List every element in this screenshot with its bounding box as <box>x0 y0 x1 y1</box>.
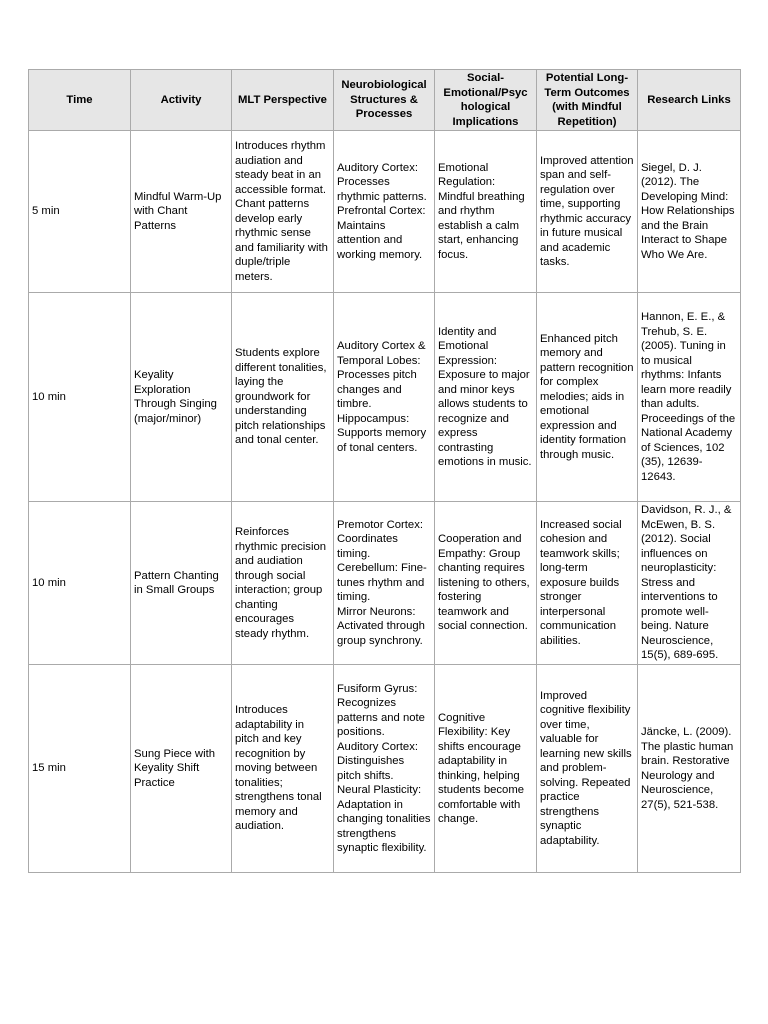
activity-cell: Keyality Exploration Through Singing (major/minor) <box>131 293 232 502</box>
outcomes-cell: Improved attention span and self-regulation over time, supporting rhythmic accuracy in future musical and academic tasks. <box>537 131 638 293</box>
header-activity: Activity <box>131 70 232 131</box>
research-cell: Hannon, E. E., & Trehub, S. E. (2005). Tuning in to musical rhythms: Infants learn more readily than adults. Proceedings of the National Academy of Sciences, 102 (35), 12639-12643. <box>638 293 741 502</box>
social-cell: Cooperation and Empathy: Group chanting requires listening to others, fostering teamwork and social connection. <box>435 502 537 665</box>
outcomes-cell: Enhanced pitch memory and pattern recognition for complex melodies; aids in emotional expression and identity formation through music. <box>537 293 638 502</box>
research-cell: Davidson, R. J., & McEwen, B. S. (2012). Social influences on neuroplasticity: Stress and interventions to promote well-being. Nature Neuroscience, 15(5), 689-695. <box>638 502 741 665</box>
neuro-cell: Fusiform Gyrus: Recognizes patterns and note positions. Auditory Cortex: Distinguishes pitch shifts. Neural Plasticity: Adaptation in changing tonalities strengthens synaptic flexibility. <box>334 665 435 873</box>
research-cell: Jäncke, L. (2009). The plastic human brain. Restorative Neurology and Neuroscience, 27(5), 521-538. <box>638 665 741 873</box>
mlt-cell: Introduces adaptability in pitch and key recognition by moving between tonalities; strengthens tonal memory and audiation. <box>232 665 334 873</box>
mlt-cell: Students explore different tonalities, laying the groundwork for understanding pitch relationships and tonal center. <box>232 293 334 502</box>
table-row <box>29 502 741 665</box>
table-row <box>29 293 741 502</box>
outcomes-cell: Improved cognitive flexibility over time, valuable for learning new skills and problem-solving. Repeated practice strengthens synaptic adaptability. <box>537 665 638 873</box>
research-cell: Siegel, D. J. (2012). The Developing Mind: How Relationships and the Brain Interact to Shape Who We Are. <box>638 131 741 293</box>
activity-cell: Sung Piece with Keyality Shift Practice <box>131 665 232 873</box>
header-neurobiological: Neurobiological Structures & Processes <box>334 70 435 131</box>
neuro-cell: Auditory Cortex: Processes rhythmic patterns. Prefrontal Cortex: Maintains attention and working memory. <box>334 131 435 293</box>
header-mlt-perspective: MLT Perspective <box>232 70 334 131</box>
time-cell: 10 min <box>29 502 131 665</box>
header-row <box>29 70 741 131</box>
neuro-cell: Premotor Cortex: Coordinates timing. Cerebellum: Fine-tunes rhythm and timing. Mirror Neurons: Activated through group synchrony. <box>334 502 435 665</box>
mlt-cell: Reinforces rhythmic precision and audiation through social interaction; group chanting encourages steady rhythm. <box>232 502 334 665</box>
time-cell: 15 min <box>29 665 131 873</box>
mlt-cell: Introduces rhythm audiation and steady beat in an accessible format. Chant patterns develop early rhythmic sense and familiarity with duple/triple meters. <box>232 131 334 293</box>
social-cell: Cognitive Flexibility: Key shifts encourage adaptability in thinking, helping students become comfortable with change. <box>435 665 537 873</box>
neuro-cell: Auditory Cortex & Temporal Lobes: Processes pitch changes and timbre. Hippocampus: Supports memory of tonal centers. <box>334 293 435 502</box>
time-cell: 5 min <box>29 131 131 293</box>
time-cell: 10 min <box>29 293 131 502</box>
header-time: Time <box>29 70 131 131</box>
table-row <box>29 131 741 293</box>
table-row <box>29 665 741 873</box>
header-research-links: Research Links <box>638 70 741 131</box>
outcomes-cell: Increased social cohesion and teamwork skills; long-term exposure builds stronger interpersonal communication abilities. <box>537 502 638 665</box>
activity-cell: Pattern Chanting in Small Groups <box>131 502 232 665</box>
lesson-plan-table <box>28 69 741 873</box>
header-social-emotional: Social- Emotional/Psyc hological Implications <box>435 70 537 131</box>
activity-cell: Mindful Warm-Up with Chant Patterns <box>131 131 232 293</box>
social-cell: Identity and Emotional Expression: Exposure to major and minor keys allows students to recognize and express contrasting emotions in music. <box>435 293 537 502</box>
social-cell: Emotional Regulation: Mindful breathing and rhythm establish a calm start, enhancing focus. <box>435 131 537 293</box>
header-long-term-outcomes: Potential Long- Term Outcomes (with Mindful Repetition) <box>537 70 638 131</box>
